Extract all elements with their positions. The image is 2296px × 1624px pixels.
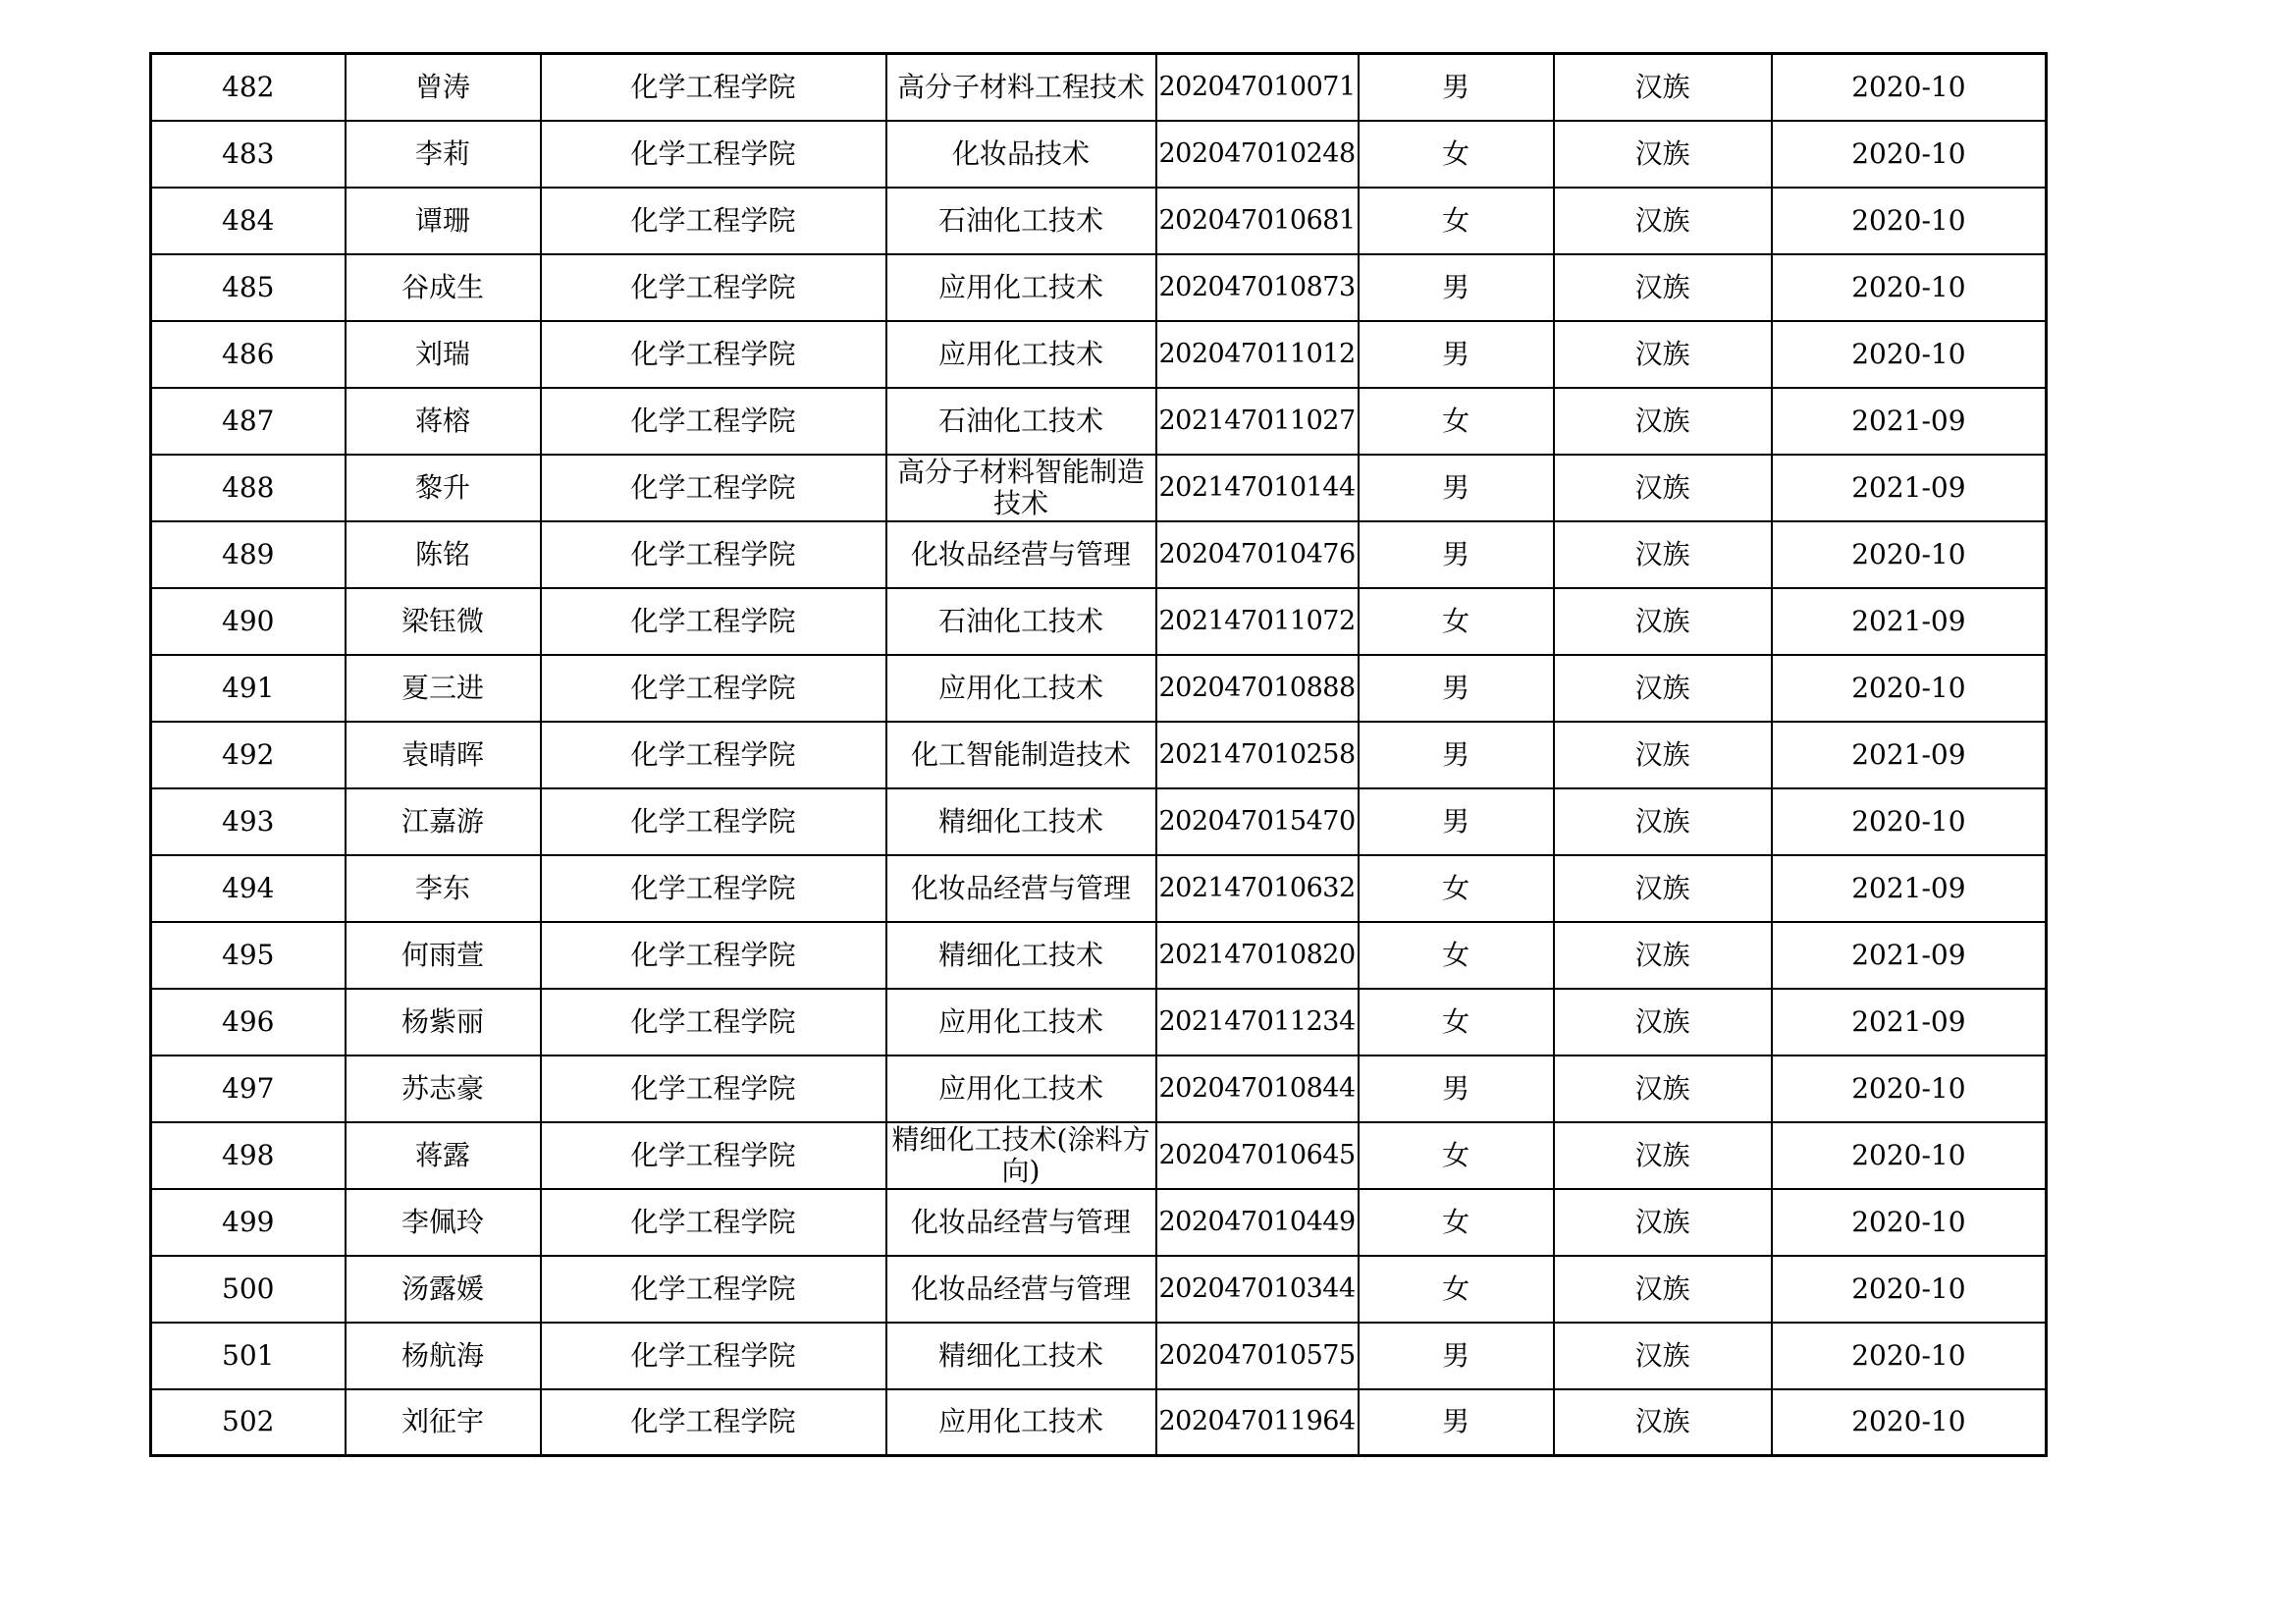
enrollment-date-cell: 2020-10: [1772, 54, 2047, 121]
table-row: [151, 989, 2047, 1056]
student-id-cell: 202147011027: [1156, 388, 1359, 455]
gender-cell: 男: [1359, 655, 1554, 722]
gender-cell: 女: [1359, 989, 1554, 1056]
student-id-cell: 202047010681: [1156, 188, 1359, 254]
ethnicity-cell: 汉族: [1554, 188, 1772, 254]
gender-cell: 男: [1359, 54, 1554, 121]
major-cell: 精细化工技术: [886, 922, 1156, 989]
gender-cell: 男: [1359, 455, 1554, 521]
enrollment-date-cell: 2020-10: [1772, 321, 2047, 388]
major-cell: 石油化工技术: [886, 388, 1156, 455]
table-row: [151, 1056, 2047, 1122]
name-cell: 何雨萱: [346, 922, 541, 989]
enrollment-date-cell: 2021-09: [1772, 989, 2047, 1056]
ethnicity-cell: 汉族: [1554, 455, 1772, 521]
row-number-cell: 489: [151, 521, 346, 588]
table-row: [151, 1189, 2047, 1256]
ethnicity-cell: 汉族: [1554, 388, 1772, 455]
gender-cell: 男: [1359, 254, 1554, 321]
name-cell: 黎升: [346, 455, 541, 521]
table-row: [151, 54, 2047, 121]
name-cell: 杨航海: [346, 1323, 541, 1389]
ethnicity-cell: 汉族: [1554, 1189, 1772, 1256]
name-cell: 江嘉游: [346, 788, 541, 855]
major-cell: 应用化工技术: [886, 989, 1156, 1056]
table-row: [151, 455, 2047, 521]
table-row: [151, 1122, 2047, 1189]
student-id-cell: 202047010449: [1156, 1189, 1359, 1256]
enrollment-date-cell: 2020-10: [1772, 1389, 2047, 1456]
table-row: [151, 188, 2047, 254]
enrollment-date-cell: 2021-09: [1772, 455, 2047, 521]
college-cell: 化学工程学院: [541, 121, 886, 188]
row-number-cell: 496: [151, 989, 346, 1056]
name-cell: 夏三进: [346, 655, 541, 722]
college-cell: 化学工程学院: [541, 388, 886, 455]
student-id-cell: 202147010820: [1156, 922, 1359, 989]
table-row: [151, 1256, 2047, 1323]
gender-cell: 女: [1359, 188, 1554, 254]
student-id-cell: 202047010873: [1156, 254, 1359, 321]
enrollment-date-cell: 2020-10: [1772, 1122, 2047, 1189]
college-cell: 化学工程学院: [541, 1122, 886, 1189]
gender-cell: 女: [1359, 855, 1554, 922]
table-row: [151, 922, 2047, 989]
enrollment-date-cell: 2020-10: [1772, 655, 2047, 722]
name-cell: 谭珊: [346, 188, 541, 254]
ethnicity-cell: 汉族: [1554, 254, 1772, 321]
gender-cell: 男: [1359, 521, 1554, 588]
row-number-cell: 492: [151, 722, 346, 788]
enrollment-date-cell: 2021-09: [1772, 722, 2047, 788]
enrollment-date-cell: 2021-09: [1772, 855, 2047, 922]
major-cell: 化工智能制造技术: [886, 722, 1156, 788]
gender-cell: 女: [1359, 121, 1554, 188]
name-cell: 杨紫丽: [346, 989, 541, 1056]
ethnicity-cell: 汉族: [1554, 922, 1772, 989]
name-cell: 李莉: [346, 121, 541, 188]
college-cell: 化学工程学院: [541, 1323, 886, 1389]
student-id-cell: 202147011072: [1156, 588, 1359, 655]
row-number-cell: 485: [151, 254, 346, 321]
table-row: [151, 388, 2047, 455]
table-row: [151, 521, 2047, 588]
table-row: [151, 121, 2047, 188]
row-number-cell: 486: [151, 321, 346, 388]
ethnicity-cell: 汉族: [1554, 989, 1772, 1056]
row-number-cell: 491: [151, 655, 346, 722]
gender-cell: 女: [1359, 388, 1554, 455]
table-row: [151, 722, 2047, 788]
row-number-cell: 494: [151, 855, 346, 922]
table-row: [151, 588, 2047, 655]
ethnicity-cell: 汉族: [1554, 1056, 1772, 1122]
gender-cell: 男: [1359, 1389, 1554, 1456]
enrollment-date-cell: 2021-09: [1772, 588, 2047, 655]
gender-cell: 女: [1359, 1256, 1554, 1323]
major-cell: 应用化工技术: [886, 655, 1156, 722]
enrollment-date-cell: 2021-09: [1772, 388, 2047, 455]
name-cell: 梁钰微: [346, 588, 541, 655]
student-id-cell: 202047010476: [1156, 521, 1359, 588]
ethnicity-cell: 汉族: [1554, 54, 1772, 121]
major-cell: 化妆品经营与管理: [886, 1189, 1156, 1256]
major-cell: 应用化工技术: [886, 321, 1156, 388]
row-number-cell: 482: [151, 54, 346, 121]
major-cell: 高分子材料工程技术: [886, 54, 1156, 121]
ethnicity-cell: 汉族: [1554, 321, 1772, 388]
enrollment-date-cell: 2020-10: [1772, 121, 2047, 188]
gender-cell: 男: [1359, 788, 1554, 855]
major-cell: 应用化工技术: [886, 254, 1156, 321]
student-id-cell: 202047011012: [1156, 321, 1359, 388]
college-cell: 化学工程学院: [541, 321, 886, 388]
row-number-cell: 483: [151, 121, 346, 188]
row-number-cell: 488: [151, 455, 346, 521]
name-cell: 李东: [346, 855, 541, 922]
major-cell: 化妆品经营与管理: [886, 855, 1156, 922]
major-cell: 化妆品经营与管理: [886, 1256, 1156, 1323]
ethnicity-cell: 汉族: [1554, 1256, 1772, 1323]
college-cell: 化学工程学院: [541, 922, 886, 989]
gender-cell: 男: [1359, 1323, 1554, 1389]
student-id-cell: 202147011234: [1156, 989, 1359, 1056]
gender-cell: 女: [1359, 588, 1554, 655]
name-cell: 苏志豪: [346, 1056, 541, 1122]
college-cell: 化学工程学院: [541, 1256, 886, 1323]
ethnicity-cell: 汉族: [1554, 655, 1772, 722]
student-id-cell: 202047010575: [1156, 1323, 1359, 1389]
student-id-cell: 202047011964: [1156, 1389, 1359, 1456]
major-cell: 应用化工技术: [886, 1389, 1156, 1456]
college-cell: 化学工程学院: [541, 788, 886, 855]
gender-cell: 女: [1359, 922, 1554, 989]
college-cell: 化学工程学院: [541, 655, 886, 722]
enrollment-date-cell: 2021-09: [1772, 922, 2047, 989]
major-cell: 精细化工技术(涂料方向): [886, 1122, 1156, 1189]
row-number-cell: 499: [151, 1189, 346, 1256]
row-number-cell: 484: [151, 188, 346, 254]
college-cell: 化学工程学院: [541, 1189, 886, 1256]
ethnicity-cell: 汉族: [1554, 722, 1772, 788]
enrollment-date-cell: 2020-10: [1772, 188, 2047, 254]
major-cell: 石油化工技术: [886, 188, 1156, 254]
name-cell: 蒋榕: [346, 388, 541, 455]
name-cell: 曾涛: [346, 54, 541, 121]
gender-cell: 女: [1359, 1189, 1554, 1256]
row-number-cell: 498: [151, 1122, 346, 1189]
row-number-cell: 493: [151, 788, 346, 855]
student-id-cell: 202047010844: [1156, 1056, 1359, 1122]
table-row: [151, 321, 2047, 388]
college-cell: 化学工程学院: [541, 54, 886, 121]
student-id-cell: 202047010248: [1156, 121, 1359, 188]
name-cell: 汤露媛: [346, 1256, 541, 1323]
name-cell: 袁晴晖: [346, 722, 541, 788]
enrollment-date-cell: 2020-10: [1772, 788, 2047, 855]
enrollment-date-cell: 2020-10: [1772, 254, 2047, 321]
enrollment-date-cell: 2020-10: [1772, 1056, 2047, 1122]
major-cell: 化妆品技术: [886, 121, 1156, 188]
name-cell: 刘征宇: [346, 1389, 541, 1456]
student-id-cell: 202147010632: [1156, 855, 1359, 922]
table-row: [151, 788, 2047, 855]
student-id-cell: 202047010645: [1156, 1122, 1359, 1189]
student-id-cell: 202147010144: [1156, 455, 1359, 521]
table-row: [151, 1389, 2047, 1456]
college-cell: 化学工程学院: [541, 989, 886, 1056]
student-id-cell: 202047015470: [1156, 788, 1359, 855]
student-id-cell: 202047010071: [1156, 54, 1359, 121]
name-cell: 陈铭: [346, 521, 541, 588]
row-number-cell: 497: [151, 1056, 346, 1122]
table-row: [151, 254, 2047, 321]
student-id-cell: 202047010344: [1156, 1256, 1359, 1323]
ethnicity-cell: 汉族: [1554, 1122, 1772, 1189]
ethnicity-cell: 汉族: [1554, 121, 1772, 188]
row-number-cell: 490: [151, 588, 346, 655]
table-row: [151, 655, 2047, 722]
enrollment-date-cell: 2020-10: [1772, 1323, 2047, 1389]
student-id-cell: 202047010888: [1156, 655, 1359, 722]
college-cell: 化学工程学院: [541, 588, 886, 655]
ethnicity-cell: 汉族: [1554, 521, 1772, 588]
gender-cell: 男: [1359, 321, 1554, 388]
ethnicity-cell: 汉族: [1554, 588, 1772, 655]
gender-cell: 男: [1359, 1056, 1554, 1122]
gender-cell: 女: [1359, 1122, 1554, 1189]
enrollment-date-cell: 2020-10: [1772, 1189, 2047, 1256]
row-number-cell: 487: [151, 388, 346, 455]
college-cell: 化学工程学院: [541, 1389, 886, 1456]
name-cell: 蒋露: [346, 1122, 541, 1189]
college-cell: 化学工程学院: [541, 254, 886, 321]
gender-cell: 男: [1359, 722, 1554, 788]
major-cell: 精细化工技术: [886, 788, 1156, 855]
row-number-cell: 502: [151, 1389, 346, 1456]
name-cell: 李佩玲: [346, 1189, 541, 1256]
table-row: [151, 855, 2047, 922]
table-row: [151, 1323, 2047, 1389]
row-number-cell: 501: [151, 1323, 346, 1389]
college-cell: 化学工程学院: [541, 722, 886, 788]
ethnicity-cell: 汉族: [1554, 855, 1772, 922]
ethnicity-cell: 汉族: [1554, 1389, 1772, 1456]
ethnicity-cell: 汉族: [1554, 788, 1772, 855]
major-cell: 化妆品经营与管理: [886, 521, 1156, 588]
college-cell: 化学工程学院: [541, 455, 886, 521]
enrollment-date-cell: 2020-10: [1772, 1256, 2047, 1323]
college-cell: 化学工程学院: [541, 521, 886, 588]
name-cell: 谷成生: [346, 254, 541, 321]
row-number-cell: 495: [151, 922, 346, 989]
ethnicity-cell: 汉族: [1554, 1323, 1772, 1389]
college-cell: 化学工程学院: [541, 855, 886, 922]
name-cell: 刘瑞: [346, 321, 541, 388]
student-id-cell: 202147010258: [1156, 722, 1359, 788]
major-cell: 精细化工技术: [886, 1323, 1156, 1389]
college-cell: 化学工程学院: [541, 1056, 886, 1122]
major-cell: 应用化工技术: [886, 1056, 1156, 1122]
student-table: [149, 52, 2048, 1457]
college-cell: 化学工程学院: [541, 188, 886, 254]
major-cell: 石油化工技术: [886, 588, 1156, 655]
major-cell: 高分子材料智能制造技术: [886, 455, 1156, 521]
row-number-cell: 500: [151, 1256, 346, 1323]
enrollment-date-cell: 2020-10: [1772, 521, 2047, 588]
